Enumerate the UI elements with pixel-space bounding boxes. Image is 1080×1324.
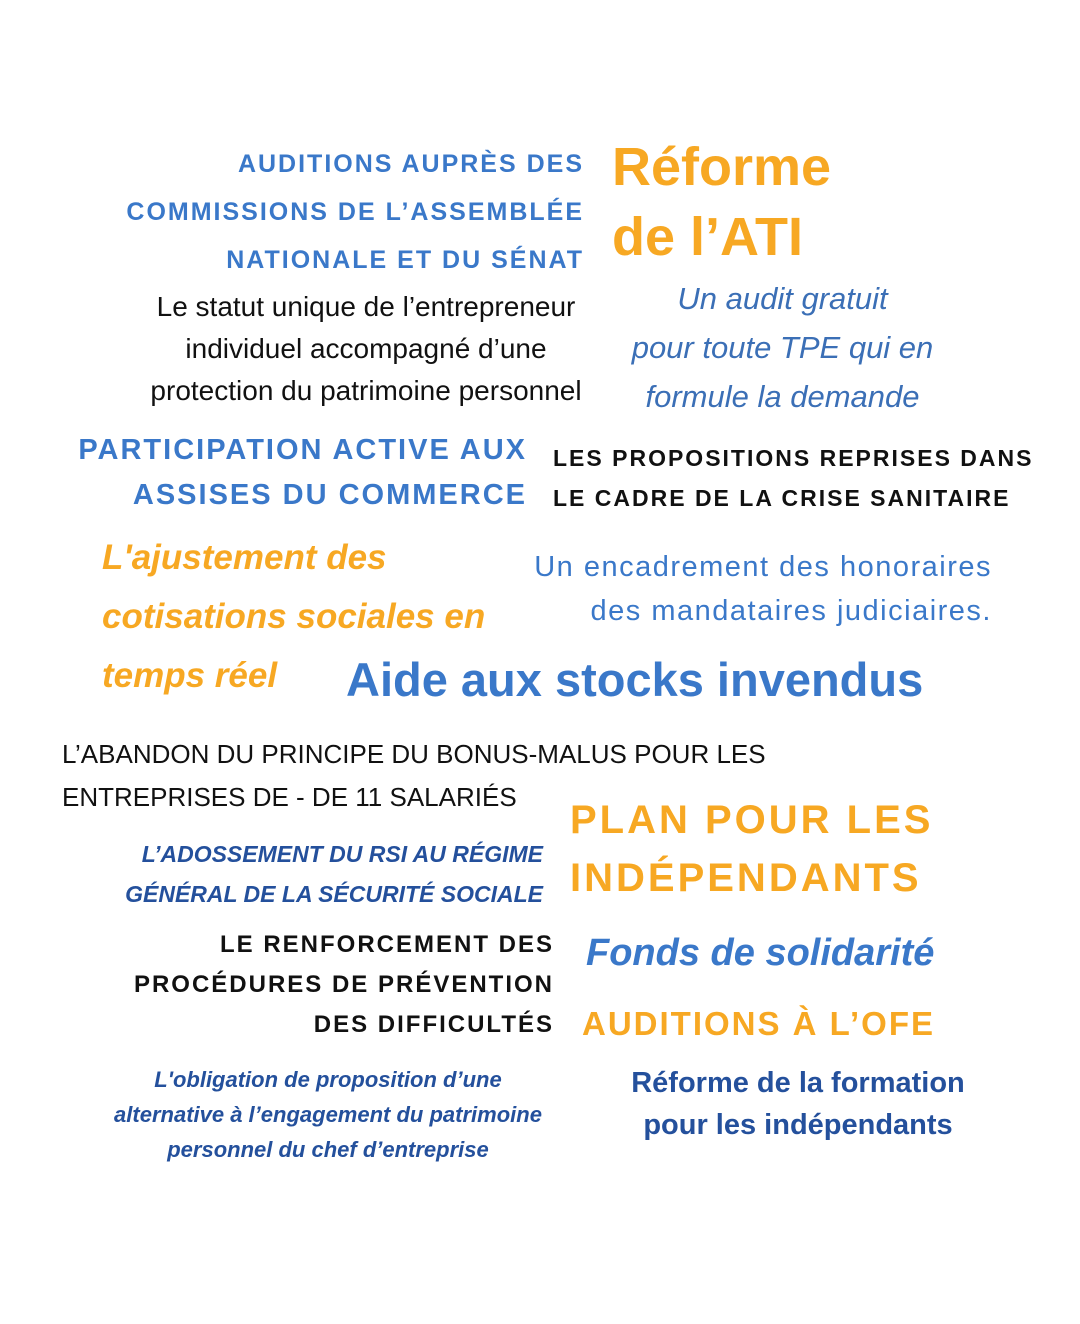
line: ASSISES DU COMMERCE — [132, 479, 527, 511]
line: DES DIFFICULTÉS — [313, 1011, 554, 1038]
line: personnel du chef d’entreprise — [167, 1137, 489, 1162]
line: COMMISSIONS DE L’ASSEMBLÉE — [126, 198, 584, 226]
line: individuel accompagné d’une — [185, 333, 547, 364]
line: de l’ATI — [612, 207, 804, 267]
line: ENTREPRISES DE - DE 11 SALARIÉS — [62, 782, 517, 812]
obligation-proposition-text — [70, 1062, 586, 1167]
line: LE RENFORCEMENT DES — [219, 931, 554, 958]
line: pour les indépendants — [643, 1109, 953, 1141]
line: LES PROPOSITIONS REPRISES DANS — [553, 445, 1034, 471]
audit-gratuit-text — [620, 274, 945, 421]
fonds-solidarite-text: Fonds de solidarité — [586, 932, 935, 974]
line: alternative à l’engagement du patrimoine — [114, 1102, 542, 1127]
line: Le statut unique de l’entrepreneur — [156, 291, 576, 322]
line: Un encadrement des honoraires — [534, 551, 992, 583]
line: INDÉPENDANTS — [570, 856, 922, 900]
participation-assises-text — [78, 428, 527, 518]
line: L'obligation de proposition d’une — [154, 1067, 502, 1092]
auditions-ofe-text: AUDITIONS À L’OFE — [582, 1005, 936, 1042]
adossement-rsi-text — [125, 834, 543, 914]
line: L’ABANDON DU PRINCIPE DU BONUS-MALUS POUR LES — [62, 739, 766, 769]
propositions-crise-text — [553, 438, 1033, 518]
line: pour toute TPE qui en — [631, 330, 934, 365]
line: L’ADOSSEMENT DU RSI AU RÉGIME — [141, 841, 543, 867]
encadrement-honoraires-text — [534, 545, 992, 633]
line: cotisations sociales en — [102, 597, 486, 636]
line: formule la demande — [645, 379, 920, 414]
line: PROCÉDURES DE PRÉVENTION — [133, 971, 554, 998]
line: PARTICIPATION ACTIVE AUX — [78, 434, 527, 466]
line: des mandataires judiciaires. — [590, 595, 992, 627]
renforcement-procedures-text — [134, 925, 554, 1045]
statut-unique-text — [116, 286, 616, 412]
line: Réforme de la formation — [631, 1067, 965, 1099]
line: PLAN POUR LES — [570, 798, 934, 842]
reforme-ati-text — [612, 132, 831, 272]
line: AUDITIONS AUPRÈS DES — [237, 150, 584, 178]
reforme-formation-text — [596, 1062, 1000, 1146]
line: temps réel — [102, 656, 278, 695]
line: LE CADRE DE LA CRISE SANITAIRE — [553, 485, 1011, 511]
line: GÉNÉRAL DE LA SÉCURITÉ SOCIALE — [125, 881, 543, 907]
plan-independants-text — [570, 791, 933, 907]
line: protection du patrimoine personnel — [150, 375, 582, 406]
aide-stocks-text: Aide aux stocks invendus — [346, 653, 924, 706]
line: Réforme — [612, 137, 832, 197]
auditions-commissions-text — [126, 140, 584, 284]
line: NATIONALE ET DU SÉNAT — [226, 246, 584, 274]
line: Un audit gratuit — [677, 281, 888, 316]
line: L'ajustement des — [102, 538, 387, 577]
